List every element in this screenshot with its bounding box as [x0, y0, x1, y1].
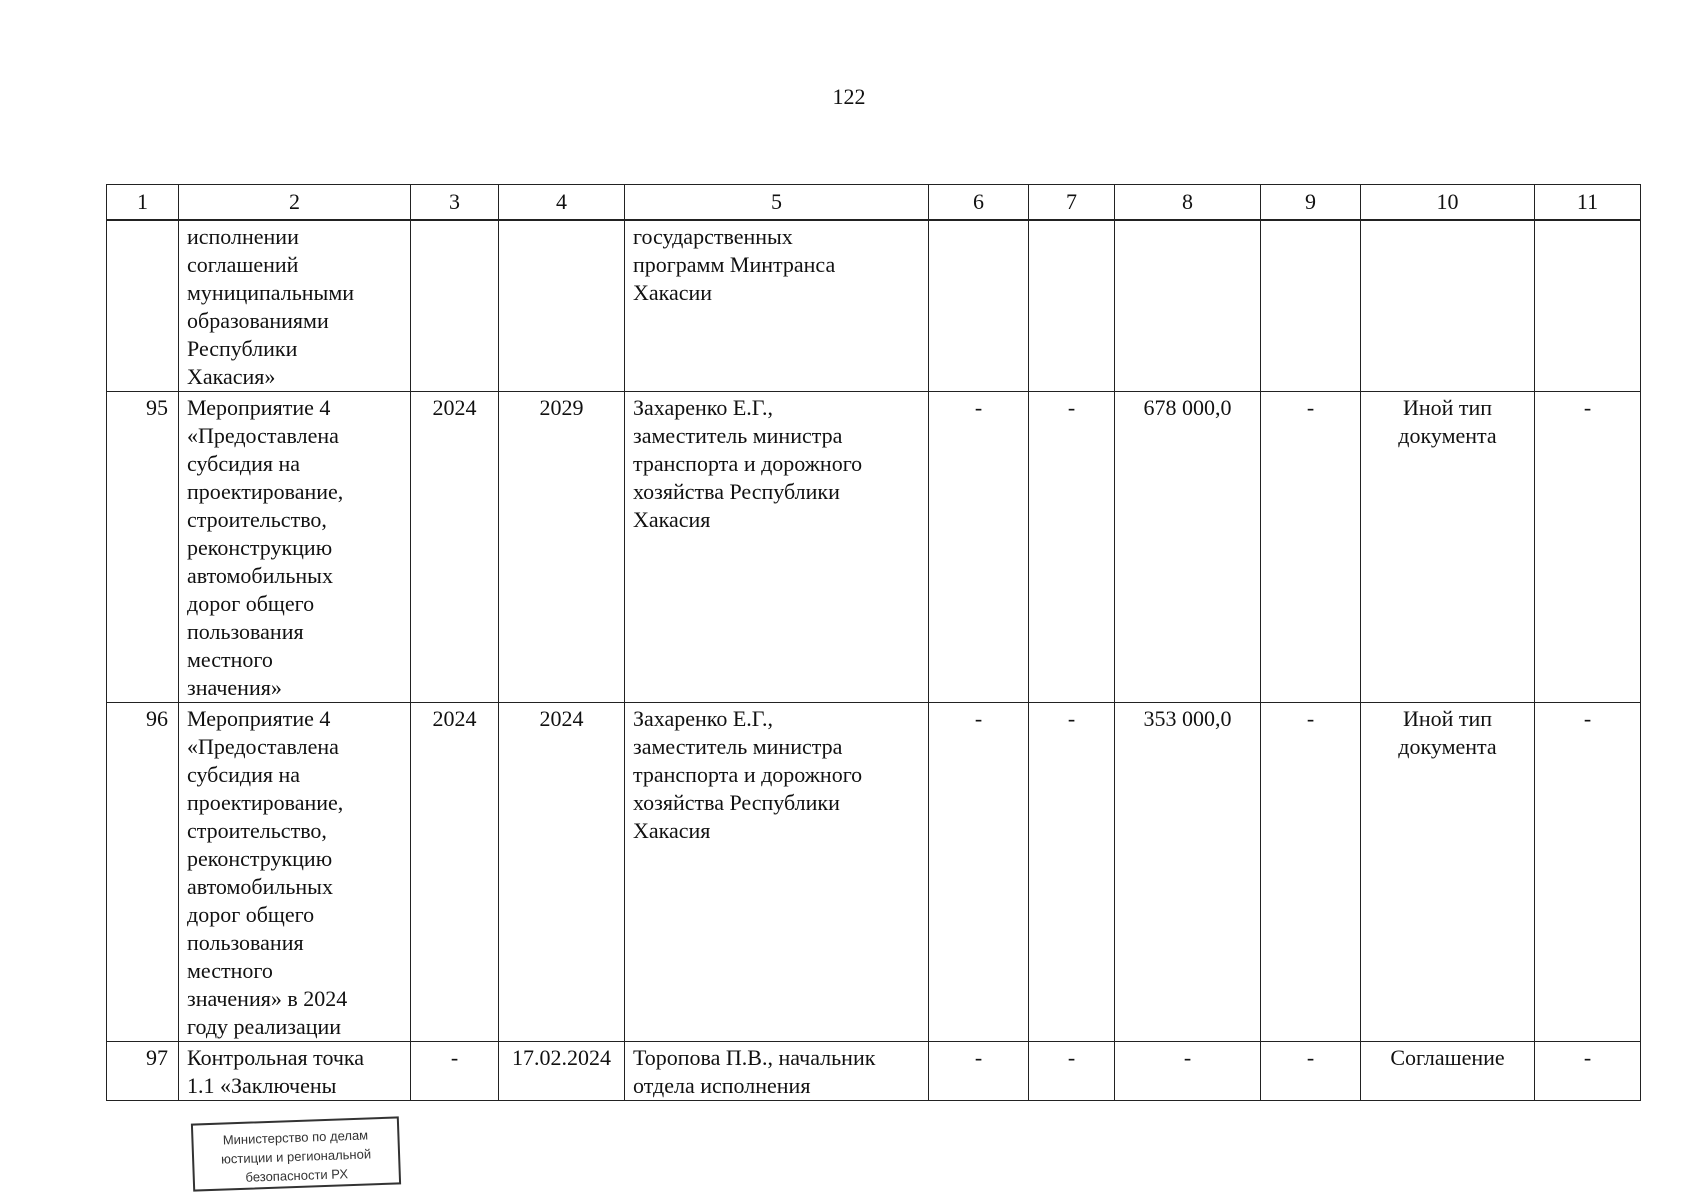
column-header-5: 5	[625, 185, 929, 221]
header-row	[107, 185, 1641, 221]
cell-col11: -	[1535, 1042, 1641, 1101]
cell-col9: -	[1261, 703, 1361, 1042]
cell-amount: 678 000,0	[1115, 392, 1261, 703]
stamp-line: безопасности РХ	[245, 1166, 349, 1185]
cell-start-year: 2024	[411, 703, 499, 1042]
cell-col9: -	[1261, 392, 1361, 703]
cell-responsible: Захаренко Е.Г., заместитель министра транспорта и дорожного хозяйства Республики Хакасия	[625, 392, 929, 703]
cell-amount: -	[1115, 1042, 1261, 1101]
cell-col11: -	[1535, 703, 1641, 1042]
cell-end-date: 17.02.2024	[499, 1042, 625, 1101]
cell-number: 97	[107, 1042, 179, 1101]
cell-event-name: Контрольная точка 1.1 «Заключены	[179, 1042, 411, 1101]
column-header-6: 6	[929, 185, 1029, 221]
cell-document-type: Иной тип документа	[1361, 392, 1535, 703]
cell-number: 96	[107, 703, 179, 1042]
column-header-2: 2	[179, 185, 411, 221]
stamp-line: Министерство по делам	[222, 1127, 369, 1148]
column-header-9: 9	[1261, 185, 1361, 221]
table-row-95	[107, 392, 1641, 703]
column-header-8: 8	[1115, 185, 1261, 221]
cell-col6: -	[929, 703, 1029, 1042]
cell-document-type: Соглашение	[1361, 1042, 1535, 1101]
page-number: 122	[832, 84, 866, 109]
column-header-4: 4	[499, 185, 625, 221]
cell-col6: -	[929, 1042, 1029, 1101]
cell-responsible: Торопова П.В., начальник отдела исполнения	[625, 1042, 929, 1101]
table-row-continuation	[107, 220, 1641, 392]
column-header-7: 7	[1029, 185, 1115, 221]
cell-start-year: -	[411, 1042, 499, 1101]
cell-number: 95	[107, 392, 179, 703]
cell-col11: -	[1535, 392, 1641, 703]
column-header-1: 1	[107, 185, 179, 221]
cell-start-year: 2024	[411, 392, 499, 703]
cell-col9	[1261, 220, 1361, 392]
column-header-10: 10	[1361, 185, 1535, 221]
cell-col7: -	[1029, 392, 1115, 703]
stamp-line: юстиции и региональной	[220, 1146, 372, 1167]
cell-end-date: 2029	[499, 392, 625, 703]
cell-col7: -	[1029, 1042, 1115, 1101]
cell-end-date	[499, 220, 625, 392]
cell-number	[107, 220, 179, 392]
column-header-3: 3	[411, 185, 499, 221]
cell-col6: -	[929, 392, 1029, 703]
cell-document-type: Иной тип документа	[1361, 703, 1535, 1042]
cell-event-name: исполнении соглашений муниципальными образованиями Республики Хакасия»	[179, 220, 411, 392]
cell-col7	[1029, 220, 1115, 392]
cell-document-type	[1361, 220, 1535, 392]
cell-col7: -	[1029, 703, 1115, 1042]
cell-amount	[1115, 220, 1261, 392]
cell-start-year	[411, 220, 499, 392]
cell-col11	[1535, 220, 1641, 392]
column-header-11: 11	[1535, 185, 1641, 221]
cell-event-name: Мероприятие 4 «Предоставлена субсидия на проектирование, строительство, реконструкцию автомобильных дорог общего пользования местного значения»	[179, 392, 411, 703]
cell-event-name: Мероприятие 4 «Предоставлена субсидия на проектирование, строительство, реконструкцию автомобильных дорог общего пользования местного значения» в 2024 году реализации	[179, 703, 411, 1042]
document-table	[106, 184, 1641, 1101]
cell-col9: -	[1261, 1042, 1361, 1101]
cell-amount: 353 000,0	[1115, 703, 1261, 1042]
cell-responsible: Захаренко Е.Г., заместитель министра транспорта и дорожного хозяйства Республики Хакасия	[625, 703, 929, 1042]
cell-responsible: государственных программ Минтранса Хакасии	[625, 220, 929, 392]
table-row-97	[107, 1042, 1641, 1101]
cell-end-date: 2024	[499, 703, 625, 1042]
cell-col6	[929, 220, 1029, 392]
table-row-96	[107, 703, 1641, 1042]
registration-stamp	[191, 1116, 401, 1191]
